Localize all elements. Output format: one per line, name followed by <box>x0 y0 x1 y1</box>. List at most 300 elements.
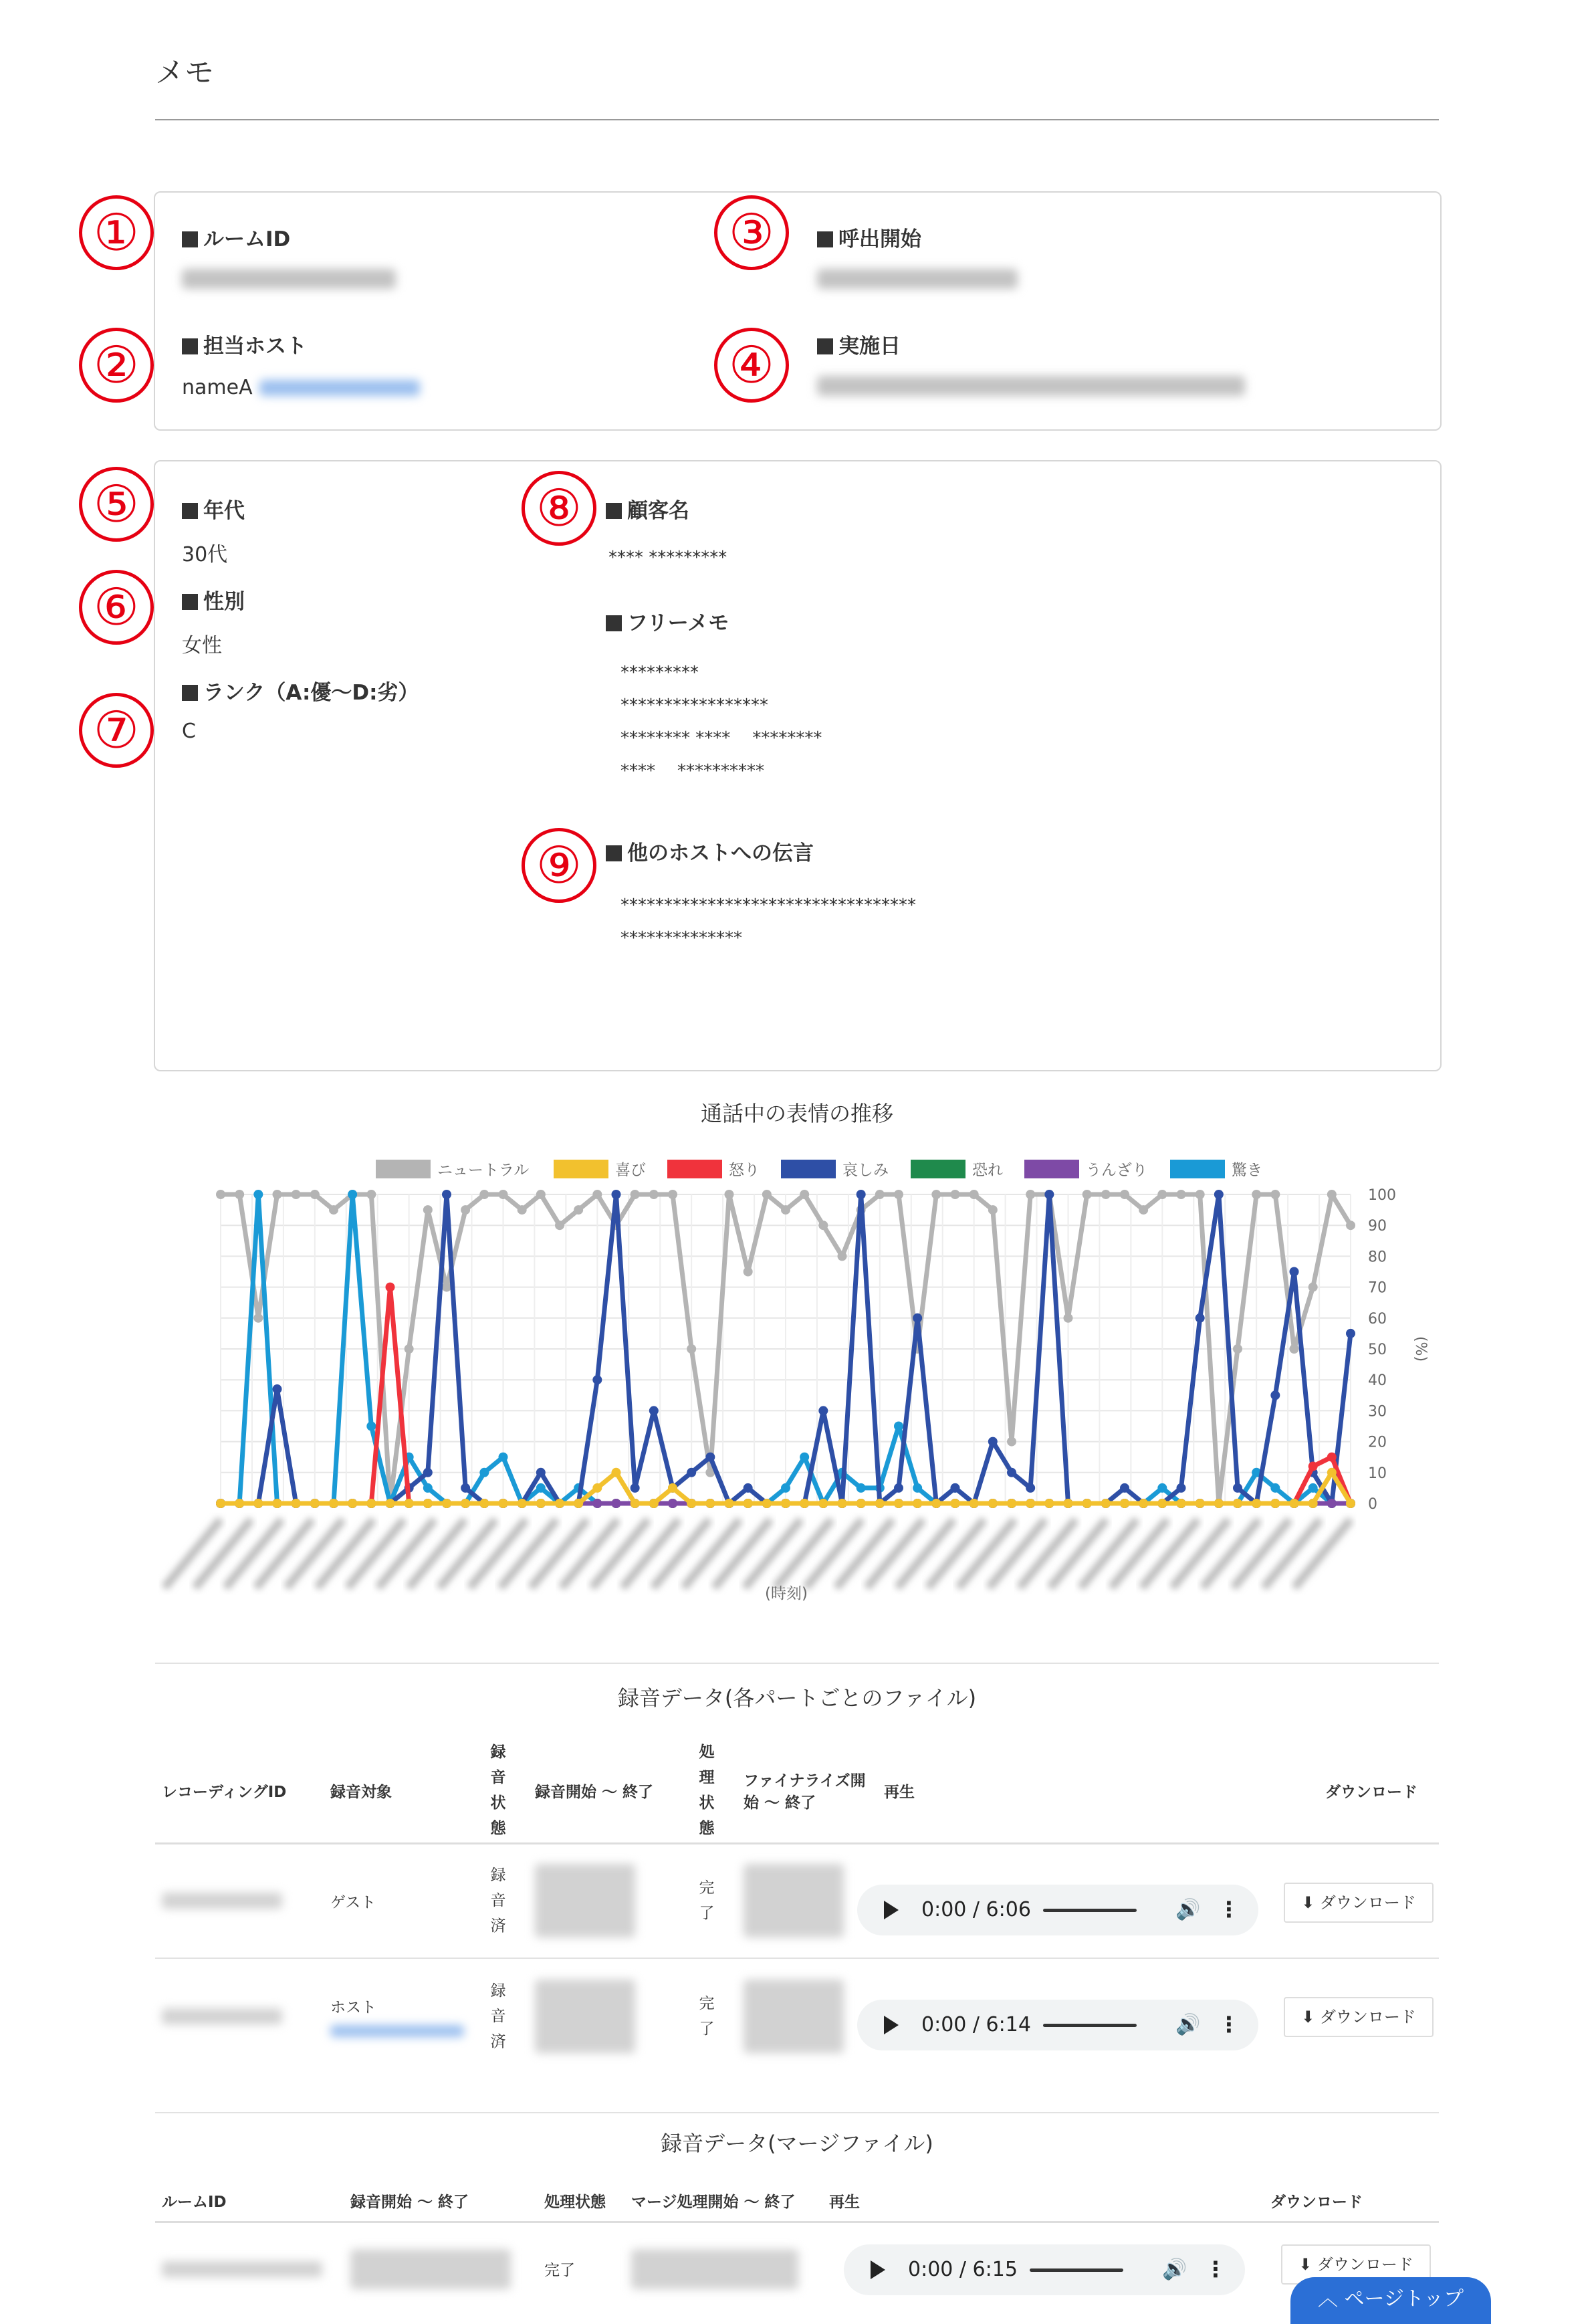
data-point <box>1196 1313 1205 1323</box>
x-tick-label-redacted <box>317 1519 373 1588</box>
data-point <box>1120 1190 1129 1199</box>
x-tick-label-redacted <box>348 1519 404 1588</box>
recordings-header-row <box>155 1739 1439 1843</box>
data-point <box>725 1190 734 1199</box>
data-point <box>1308 1283 1318 1292</box>
data-point <box>744 1499 753 1508</box>
data-point <box>479 1190 489 1199</box>
gender-label: 性別 <box>182 585 245 615</box>
marker-5: ⑤ <box>79 467 154 542</box>
data-point <box>574 1499 583 1508</box>
data-point <box>818 1406 828 1415</box>
x-tick-label-redacted <box>1172 1519 1228 1588</box>
y-tick-label: 50 <box>1368 1342 1387 1358</box>
data-point <box>1083 1499 1092 1508</box>
audio-seek-bar[interactable] <box>1030 2268 1123 2272</box>
data-point <box>988 1205 998 1214</box>
processing-cell: 完了 <box>699 1879 715 1923</box>
finalize-time-redacted <box>744 1864 844 1937</box>
download-icon: ⬇ <box>1301 1893 1315 1912</box>
data-point <box>1252 1190 1261 1199</box>
data-point <box>423 1499 433 1508</box>
x-axis-label: (時刻) <box>765 1585 808 1602</box>
volume-icon[interactable]: 🔊 <box>1162 2258 1187 2281</box>
x-tick-label-redacted <box>500 1519 556 1588</box>
col-recording-id: レコーディングID <box>162 1783 287 1801</box>
play-icon[interactable] <box>884 2016 899 2034</box>
data-point <box>592 1483 602 1493</box>
data-point <box>1120 1499 1129 1508</box>
data-point <box>612 1190 621 1199</box>
x-tick-label-redacted <box>653 1519 709 1588</box>
data-point <box>762 1190 772 1199</box>
x-tick-label-redacted <box>714 1519 770 1588</box>
y-tick-label: 70 <box>1368 1279 1387 1297</box>
data-point <box>612 1499 621 1508</box>
recording-id-redacted <box>162 2008 282 2024</box>
y-tick-label: 10 <box>1368 1465 1387 1482</box>
data-point <box>612 1468 621 1477</box>
title-divider <box>155 119 1439 120</box>
target-cell: ゲスト <box>330 1893 376 1911</box>
y-tick-label: 90 <box>1368 1218 1387 1235</box>
data-point <box>818 1221 828 1230</box>
merged-divider <box>155 2112 1439 2113</box>
y-tick-label: 0 <box>1368 1496 1377 1513</box>
col-merge-time: マージ処理開始 〜 終了 <box>631 2193 796 2211</box>
y-tick-label: 60 <box>1368 1310 1387 1328</box>
data-point <box>687 1499 696 1508</box>
age-label: 年代 <box>182 494 245 524</box>
data-point <box>1346 1499 1355 1508</box>
data-point <box>913 1313 922 1323</box>
marker-2: ② <box>79 328 154 403</box>
page-top-button[interactable] <box>1290 2277 1491 2324</box>
customer-name-value: **** ********* <box>608 548 727 568</box>
data-point <box>1290 1344 1299 1354</box>
data-point <box>273 1499 282 1508</box>
data-point <box>1233 1344 1242 1354</box>
data-point <box>235 1499 244 1508</box>
download-button-guest[interactable] <box>1284 1883 1434 1923</box>
data-point <box>781 1499 790 1508</box>
data-point <box>1026 1483 1035 1493</box>
x-tick-label-redacted <box>1050 1519 1107 1588</box>
data-point <box>951 1190 960 1199</box>
data-point <box>951 1483 960 1493</box>
rec-status-cell: 録音済 <box>490 1982 506 2050</box>
marker-8: ⑧ <box>522 471 596 546</box>
expression-line-chart <box>0 1150 1594 1639</box>
data-point <box>913 1499 922 1508</box>
data-point <box>1101 1190 1111 1199</box>
chevron-up-icon: ︿ <box>1317 2287 1338 2311</box>
data-point <box>555 1221 564 1230</box>
data-point <box>518 1499 527 1508</box>
data-point <box>442 1283 451 1292</box>
gender-value: 女性 <box>182 634 222 657</box>
legend-swatch <box>781 1160 836 1178</box>
data-point <box>1026 1190 1035 1199</box>
free-memo-line-4: **** ********** <box>620 761 765 781</box>
data-point <box>1157 1483 1167 1493</box>
col-merged-processing: 処理状態 <box>544 2193 606 2211</box>
data-point <box>329 1205 338 1214</box>
recording-id-redacted <box>162 1893 282 1909</box>
data-point <box>988 1437 998 1447</box>
col-target: 録音対象 <box>330 1783 392 1801</box>
data-point <box>592 1499 602 1508</box>
audio-player-guest[interactable] <box>857 1885 1258 1935</box>
audio-seek-bar[interactable] <box>1043 2024 1137 2027</box>
message-label: 他のホストへの伝言 <box>606 836 814 866</box>
rank-label: ランク（A:優〜D:劣） <box>182 675 419 706</box>
col-rec-status: 録音状態 <box>490 1744 506 1838</box>
data-point <box>1233 1483 1242 1493</box>
data-point <box>423 1205 433 1214</box>
col-finalize-time: ファイナライズ開始 〜 終了 <box>744 1772 866 1812</box>
data-point <box>1290 1499 1299 1508</box>
target-cell: ホスト <box>330 1999 376 2016</box>
col-processing: 処理状態 <box>699 1744 715 1838</box>
recordings-divider <box>155 1663 1439 1664</box>
x-tick-label-redacted <box>776 1519 832 1588</box>
legend-swatch <box>1170 1160 1225 1178</box>
data-point <box>1026 1499 1035 1508</box>
data-point <box>649 1406 659 1415</box>
data-point <box>875 1190 885 1199</box>
data-point <box>649 1499 659 1508</box>
data-point <box>800 1453 809 1462</box>
audio-time: 0:00 / 6:14 <box>921 2013 1031 2036</box>
data-point <box>1101 1499 1111 1508</box>
col-merged-play: 再生 <box>829 2193 860 2211</box>
age-value: 30代 <box>182 543 228 566</box>
data-point <box>310 1190 320 1199</box>
data-point <box>235 1190 244 1199</box>
data-point <box>1308 1462 1318 1471</box>
data-point <box>970 1499 979 1508</box>
data-point <box>310 1499 320 1508</box>
audio-player-host[interactable] <box>857 2000 1258 2050</box>
data-point <box>1270 1483 1280 1493</box>
col-merged-download: ダウンロード <box>1270 2193 1363 2211</box>
more-options-icon[interactable]: ⋮ <box>1218 1897 1240 1922</box>
x-tick-label-redacted <box>1264 1519 1320 1588</box>
more-options-icon[interactable]: ⋮ <box>1205 2256 1226 2282</box>
data-point <box>951 1499 960 1508</box>
download-label: ダウンロード <box>1319 2008 1416 2026</box>
data-point <box>1327 1499 1337 1508</box>
audio-seek-bar[interactable] <box>1043 1909 1137 1912</box>
merged-processing-cell: 完了 <box>544 2262 575 2280</box>
download-icon: ⬇ <box>1298 2255 1313 2274</box>
free-memo-line-3: ******** **** ******** <box>620 728 822 748</box>
data-point <box>253 1190 263 1199</box>
data-point <box>1007 1468 1016 1477</box>
data-point <box>857 1483 866 1493</box>
data-point <box>461 1483 470 1493</box>
page-title: メモ <box>155 56 214 90</box>
x-tick-label-redacted <box>195 1519 251 1588</box>
x-tick-label-redacted <box>409 1519 465 1588</box>
x-tick-label-redacted <box>989 1519 1045 1588</box>
legend-swatch <box>667 1160 722 1178</box>
data-point <box>1139 1499 1148 1508</box>
data-point <box>1308 1499 1318 1508</box>
y-tick-label: 20 <box>1368 1434 1387 1451</box>
data-point <box>725 1499 734 1508</box>
x-tick-label-redacted <box>683 1519 739 1588</box>
chart-title: 通話中の表情の推移 <box>700 1101 893 1126</box>
data-point <box>1290 1267 1299 1277</box>
data-point <box>1346 1221 1355 1230</box>
data-point <box>1270 1390 1280 1400</box>
data-point <box>818 1499 828 1508</box>
call-start-value-redacted <box>817 269 1018 289</box>
data-point <box>744 1483 753 1493</box>
data-point <box>687 1468 696 1477</box>
data-point <box>253 1499 263 1508</box>
x-tick-label-redacted <box>287 1519 343 1588</box>
data-point <box>857 1190 866 1199</box>
legend-label: うんざり <box>1086 1162 1147 1179</box>
x-tick-label-redacted <box>806 1519 862 1588</box>
message-line-2: ************** <box>620 928 742 948</box>
data-point <box>875 1499 885 1508</box>
data-point <box>1044 1499 1054 1508</box>
data-point <box>631 1499 640 1508</box>
x-tick-label-redacted <box>897 1519 953 1588</box>
x-tick-label-redacted <box>164 1519 221 1588</box>
merged-header-row <box>155 2180 1439 2222</box>
data-point <box>762 1499 772 1508</box>
download-button-host[interactable] <box>1284 1997 1434 2037</box>
legend-swatch <box>1024 1160 1079 1178</box>
data-point <box>705 1453 715 1462</box>
data-point <box>1252 1499 1261 1508</box>
room-id-label: ルームID <box>182 222 290 252</box>
rank-value: C <box>182 720 196 743</box>
customer-memo-panel <box>154 460 1442 1071</box>
data-point <box>970 1190 979 1199</box>
data-point <box>366 1422 376 1431</box>
data-point <box>1270 1499 1280 1508</box>
data-point <box>1044 1190 1054 1199</box>
customer-name-label: 顧客名 <box>606 494 689 524</box>
data-point <box>1214 1190 1224 1199</box>
x-tick-label-redacted <box>1080 1519 1137 1588</box>
volume-icon[interactable]: 🔊 <box>1175 2013 1201 2036</box>
x-tick-label-redacted <box>836 1519 893 1588</box>
data-point <box>1064 1313 1073 1323</box>
col-room-id: ルームID <box>162 2193 227 2211</box>
legend-label: 怒り <box>729 1162 760 1179</box>
x-tick-label-redacted <box>1234 1519 1290 1588</box>
x-tick-label-redacted <box>1111 1519 1167 1588</box>
data-point <box>631 1483 640 1493</box>
audio-time: 0:00 / 6:06 <box>921 1898 1031 1921</box>
data-point <box>216 1499 225 1508</box>
data-point <box>894 1190 903 1199</box>
data-point <box>668 1190 677 1199</box>
merged-table <box>155 2180 1439 2315</box>
data-point <box>1177 1190 1186 1199</box>
play-icon[interactable] <box>884 1901 899 1919</box>
col-download: ダウンロード <box>1325 1783 1417 1801</box>
download-label: ダウンロード <box>1317 2255 1413 2274</box>
legend-label: 哀しみ <box>842 1162 889 1179</box>
data-point <box>442 1499 451 1508</box>
x-tick-label-redacted <box>470 1519 526 1588</box>
data-point <box>1327 1468 1337 1477</box>
data-point <box>838 1499 847 1508</box>
data-point <box>536 1499 546 1508</box>
data-point <box>386 1499 395 1508</box>
data-point <box>499 1499 508 1508</box>
data-point <box>273 1190 282 1199</box>
rec-time-redacted <box>535 1980 635 2053</box>
col-play: 再生 <box>884 1783 915 1801</box>
download-icon: ⬇ <box>1301 2008 1315 2026</box>
data-point <box>555 1499 564 1508</box>
y-tick-label: 40 <box>1368 1372 1387 1390</box>
data-point <box>292 1190 301 1199</box>
data-point <box>442 1190 451 1199</box>
data-point <box>649 1190 659 1199</box>
data-point <box>1196 1499 1205 1508</box>
legend-swatch <box>376 1160 431 1178</box>
y-tick-label: 30 <box>1368 1403 1387 1420</box>
marker-3: ③ <box>714 195 789 270</box>
x-tick-label-redacted <box>562 1519 618 1588</box>
col-rec-time: 録音開始 〜 終了 <box>535 1783 654 1801</box>
legend-label: ニュートラル <box>437 1162 530 1179</box>
processing-cell: 完了 <box>699 1994 715 2038</box>
more-options-icon[interactable]: ⋮ <box>1218 2012 1240 2037</box>
data-point <box>405 1344 414 1354</box>
x-tick-label-redacted <box>867 1519 923 1588</box>
data-point <box>253 1313 263 1323</box>
data-point <box>1177 1499 1186 1508</box>
data-point <box>838 1251 847 1261</box>
data-point <box>687 1344 696 1354</box>
x-tick-label-redacted <box>1203 1519 1259 1588</box>
x-tick-label-redacted <box>592 1519 648 1588</box>
data-point <box>1308 1483 1318 1493</box>
data-point <box>800 1190 809 1199</box>
data-point <box>348 1190 357 1199</box>
data-point <box>1157 1190 1167 1199</box>
x-tick-label-redacted <box>256 1519 312 1588</box>
data-point <box>518 1205 527 1214</box>
data-point <box>631 1190 640 1199</box>
data-point <box>329 1499 338 1508</box>
data-point <box>536 1468 546 1477</box>
audio-time: 0:00 / 6:15 <box>908 2258 1018 2281</box>
data-point <box>479 1468 489 1477</box>
data-point <box>1157 1499 1167 1508</box>
x-tick-label-redacted <box>928 1519 984 1588</box>
data-point <box>1007 1437 1016 1447</box>
x-tick-label-redacted <box>378 1519 435 1588</box>
recordings-title: 録音データ(各パートごとのファイル) <box>617 1685 977 1711</box>
x-tick-label-redacted <box>1020 1519 1076 1588</box>
room-id-value-redacted <box>182 269 396 289</box>
data-point <box>1270 1190 1280 1199</box>
legend-swatch <box>554 1160 608 1178</box>
data-point <box>386 1283 395 1292</box>
call-start-label: 呼出開始 <box>817 222 921 252</box>
data-point <box>366 1190 376 1199</box>
merge-time-redacted <box>631 2249 798 2289</box>
free-memo-label: フリーメモ <box>606 606 729 636</box>
marker-6: ⑥ <box>79 570 154 645</box>
x-tick-label-redacted <box>1142 1519 1198 1588</box>
play-icon[interactable] <box>871 2260 885 2279</box>
data-point <box>423 1483 433 1493</box>
y-tick-label: 80 <box>1368 1249 1387 1266</box>
legend-label: 驚き <box>1232 1162 1262 1179</box>
x-tick-label-redacted <box>622 1519 679 1588</box>
data-point <box>1346 1329 1355 1338</box>
data-point <box>461 1499 470 1508</box>
data-point <box>931 1190 941 1199</box>
date-label: 実施日 <box>817 329 901 359</box>
data-point <box>592 1190 602 1199</box>
data-point <box>744 1267 753 1277</box>
data-point <box>705 1499 715 1508</box>
host-email-redacted[interactable] <box>259 380 420 396</box>
x-tick-label-redacted <box>745 1519 801 1588</box>
merged-room-id-redacted <box>162 2261 322 2277</box>
data-point <box>1177 1483 1186 1493</box>
y-tick-label: 100 <box>1368 1187 1396 1204</box>
finalize-time-redacted <box>744 1980 844 2053</box>
x-tick-label-redacted <box>225 1519 281 1588</box>
data-point <box>405 1499 414 1508</box>
marker-9: ⑨ <box>522 828 596 903</box>
free-memo-line-1: ********* <box>620 663 699 683</box>
merged-rec-time-redacted <box>350 2249 511 2289</box>
legend-swatch <box>911 1160 965 1178</box>
data-point <box>913 1483 922 1493</box>
rec-status-cell: 録音済 <box>490 1867 506 1935</box>
data-point <box>668 1483 677 1493</box>
table-row <box>155 2222 1439 2315</box>
free-memo-line-2: ***************** <box>620 696 768 716</box>
data-point <box>668 1499 677 1508</box>
col-merged-rec-time: 録音開始 〜 終了 <box>350 2193 469 2211</box>
data-point <box>479 1499 489 1508</box>
x-tick-label-redacted <box>959 1519 1015 1588</box>
legend-label: 恐れ <box>972 1162 1003 1179</box>
legend-label: 喜び <box>615 1162 646 1179</box>
data-point <box>292 1499 301 1508</box>
host-link-redacted[interactable] <box>330 2025 464 2037</box>
audio-player-merged[interactable] <box>844 2244 1245 2295</box>
volume-icon[interactable]: 🔊 <box>1175 1898 1201 1921</box>
y-axis-label: (%) <box>1412 1336 1429 1362</box>
data-point <box>894 1483 903 1493</box>
data-point <box>499 1190 508 1199</box>
data-point <box>988 1499 998 1508</box>
marker-4: ④ <box>714 328 789 403</box>
x-tick-label-redacted <box>1294 1519 1351 1588</box>
data-point <box>1196 1190 1205 1199</box>
page-top-label: ページトップ <box>1344 2287 1464 2311</box>
data-point <box>536 1190 546 1199</box>
